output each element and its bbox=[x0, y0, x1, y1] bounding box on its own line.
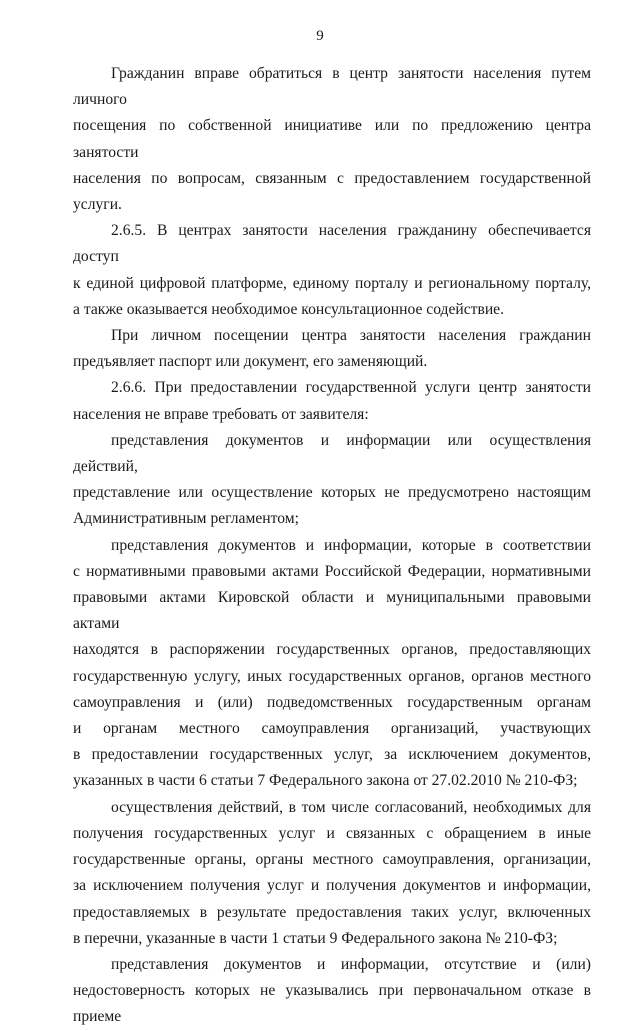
paragraph bbox=[73, 533, 591, 795]
paragraph bbox=[73, 323, 591, 375]
paragraph bbox=[73, 428, 591, 533]
text-line: в предоставлении государственных услуг, за исключением документов, bbox=[73, 746, 591, 764]
text-line: Гражданин вправе обратиться в центр занятости населения путем личного bbox=[73, 65, 591, 109]
text-line: правовыми актами Кировской области и муниципальными правовыми актами bbox=[73, 589, 591, 633]
text-line: государственные органы, органы местного самоуправления, организации, bbox=[73, 851, 591, 869]
text-line: и органам местного самоуправления организаций, участвующих bbox=[73, 720, 591, 738]
text-line: предоставляемых в результате предоставления таких услуг, включенных bbox=[73, 903, 591, 921]
text-line: самоуправления и (или) подведомственных государственным органам bbox=[73, 693, 591, 711]
text-line: указанных в части 6 статьи 7 Федерального закона от 27.02.2010 № 210-ФЗ; bbox=[73, 772, 578, 790]
text-line: а также оказывается необходимое консультационное содействие. bbox=[73, 300, 505, 318]
text-line: с нормативными правовыми актами Российской Федерации, нормативными bbox=[73, 562, 591, 580]
text-line: 2.6.6. При предоставлении государственной услуги центр занятости bbox=[111, 379, 591, 397]
text-line: Административным регламентом; bbox=[73, 510, 299, 528]
page-number: 9 bbox=[316, 28, 324, 44]
document-body bbox=[73, 61, 591, 1031]
text-line: представление или осуществление которых не предусмотрено настоящим bbox=[73, 484, 591, 502]
text-line: получения государственных услуг и связанных с обращением в иные bbox=[73, 824, 591, 842]
text-line: представления документов и информации, отсутствие и (или) bbox=[111, 955, 591, 973]
text-line: недостоверность которых не указывались при первоначальном отказе в приеме bbox=[73, 982, 591, 1026]
paragraph bbox=[73, 795, 591, 952]
text-line: 2.6.5. В центрах занятости населения гражданину обеспечивается доступ bbox=[73, 222, 591, 266]
text-line: посещения по собственной инициативе или по предложению центра занятости bbox=[73, 117, 591, 161]
text-line: за исключением получения услуг и получения документов и информации, bbox=[73, 877, 591, 895]
paragraph bbox=[73, 61, 591, 218]
text-line: предъявляет паспорт или документ, его заменяющий. bbox=[73, 353, 428, 371]
text-line: населения не вправе требовать от заявителя: bbox=[73, 405, 369, 423]
text-line: представления документов и информации или осуществления действий, bbox=[73, 431, 591, 476]
paragraph bbox=[73, 952, 591, 1031]
text-line: представления документов и информации, которые в соответствии bbox=[111, 536, 591, 554]
text-line: находятся в распоряжении государственных органов, предоставляющих bbox=[73, 641, 591, 659]
text-line: в перечни, указанные в части 1 статьи 9 Федерального закона № 210-ФЗ; bbox=[73, 929, 558, 947]
paragraph bbox=[73, 375, 591, 427]
paragraph bbox=[73, 218, 591, 323]
text-line: населения по вопросам, связанным с предоставлением государственной услуги. bbox=[73, 169, 591, 214]
text-line: осуществления действий, в том числе согласований, необходимых для bbox=[111, 798, 591, 816]
text-line: государственную услугу, иных государственных органов, органов местного bbox=[73, 667, 591, 685]
text-line: При личном посещении центра занятости населения гражданин bbox=[111, 327, 591, 345]
text-line: к единой цифровой платформе, единому порталу и региональному порталу, bbox=[73, 274, 591, 292]
